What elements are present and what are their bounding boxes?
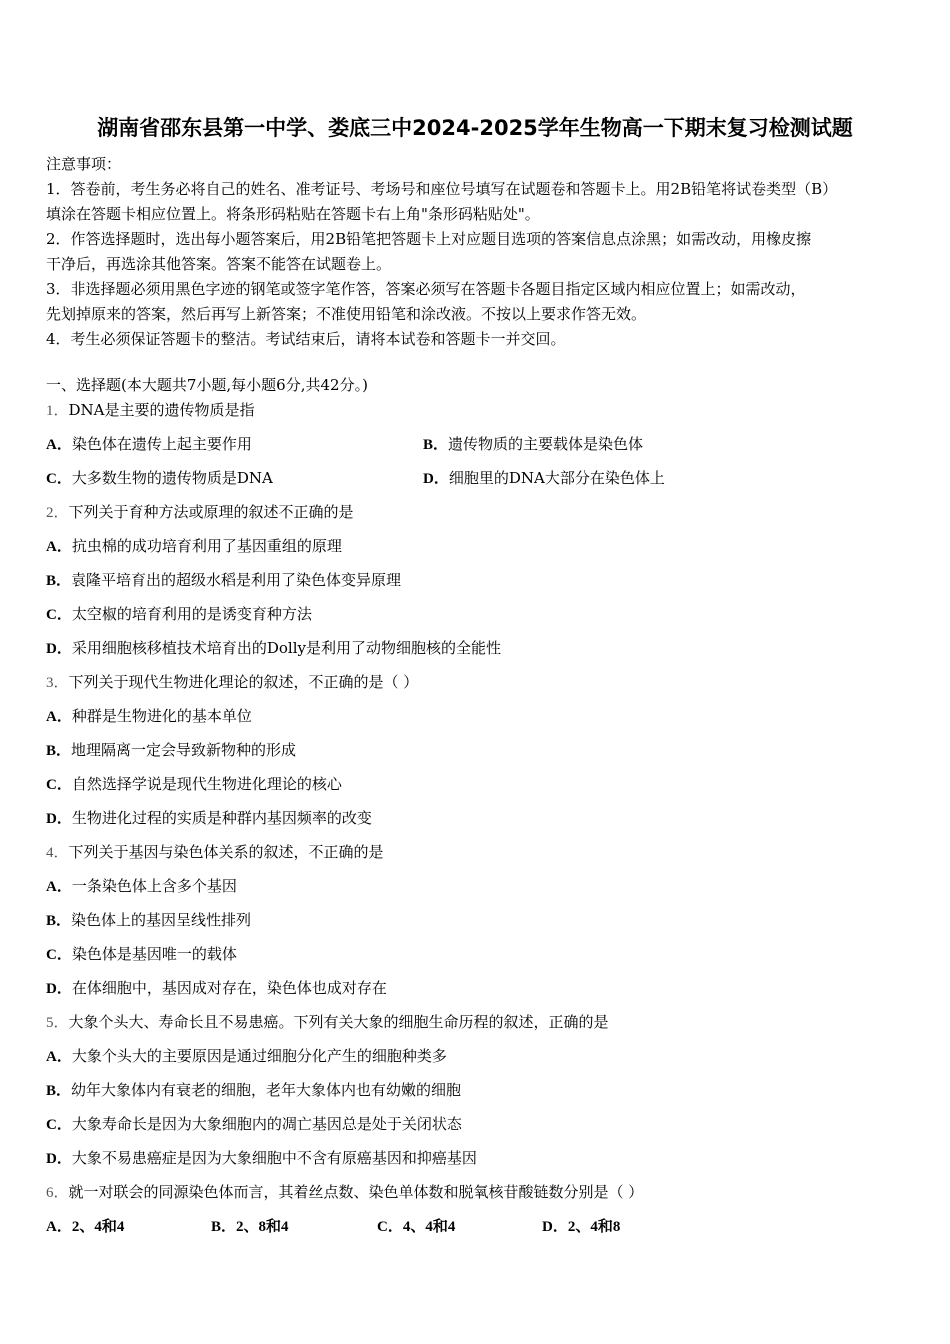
- option-text: 抗虫棉的成功培育利用了基因重组的原理: [71, 537, 342, 555]
- option-text: 大象个头大的主要原因是通过细胞分化产生的细胞种类多: [71, 1047, 447, 1065]
- question-stem: DNA是主要的遗传物质是指: [68, 401, 255, 419]
- option-a[interactable]: [46, 1216, 124, 1237]
- option-text: 一条染色体上含多个基因: [71, 877, 237, 895]
- option-text: 染色体上的基因呈线性排列: [71, 911, 252, 929]
- option-text: 2、4和4: [71, 1219, 125, 1235]
- question-3: [46, 672, 418, 693]
- option-c[interactable]: [46, 944, 237, 965]
- notes-line: 3．非选择题必须用黑色字迹的钢笔或签字笔作答，答案必须写在答题卡各题目指定区域内相应位置上；如需改动，: [46, 280, 806, 298]
- notes-line: 填涂在答题卡相应位置上。将条形码粘贴在答题卡右上角"条形码粘贴处"。: [46, 205, 540, 223]
- option-d[interactable]: [542, 1216, 620, 1237]
- question-stem: 大象个头大、寿命长且不易患癌。下列有关大象的细胞生命历程的叙述，正确的是: [68, 1013, 609, 1031]
- notes-line: 先划掉原来的答案，然后再写上新答案；不准使用铅笔和涂改液。不按以上要求作答无效。: [46, 305, 647, 323]
- question-stem: 下列关于基因与染色体关系的叙述，不正确的是: [68, 843, 384, 861]
- option-letter: B．: [46, 913, 72, 929]
- option-a[interactable]: [46, 706, 252, 727]
- option-a[interactable]: [46, 876, 237, 897]
- option-a[interactable]: [46, 435, 252, 453]
- question-stem: 就一对联会的同源染色体而言，其着丝点数、染色单体数和脱氧核苷酸链数分别是（ ）: [68, 1183, 644, 1201]
- question-number: 6．: [46, 1185, 69, 1201]
- notes-heading: 注意事项：: [46, 155, 122, 173]
- option-b[interactable]: [46, 1080, 461, 1101]
- option-a[interactable]: [46, 536, 342, 557]
- option-text: 采用细胞核移植技术培育出的Dolly是利用了动物细胞核的全能性: [71, 639, 501, 657]
- page-title: 湖南省邵东县第一中学、娄底三中2024-2025学年生物高一下期末复习检测试题: [97, 116, 853, 140]
- option-letter: D．: [423, 471, 449, 487]
- question-number: 3．: [46, 675, 69, 691]
- option-b[interactable]: [46, 910, 251, 931]
- option-letter: C．: [377, 1219, 403, 1235]
- option-text: 大多数生物的遗传物质是DNA: [71, 469, 273, 487]
- option-c[interactable]: [377, 1216, 455, 1237]
- options-row: [46, 434, 906, 455]
- option-letter: B．: [46, 1083, 72, 1099]
- option-d[interactable]: [423, 468, 665, 489]
- option-text: 太空椒的培育利用的是诱变育种方法: [71, 605, 312, 623]
- option-b[interactable]: [46, 570, 401, 591]
- option-text: 2、4和8: [567, 1219, 621, 1235]
- option-text: 染色体是基因唯一的载体: [71, 945, 237, 963]
- option-letter: B．: [211, 1219, 237, 1235]
- question-number: 2．: [46, 505, 69, 521]
- option-text: 袁隆平培育出的超级水稻是利用了染色体变异原理: [71, 571, 402, 589]
- option-letter: C．: [46, 607, 72, 623]
- option-text: 4、4和4: [402, 1219, 456, 1235]
- option-text: 细胞里的DNA大部分在染色体上: [448, 469, 665, 487]
- option-d[interactable]: [46, 808, 372, 829]
- option-text: 大象不易患癌症是因为大象细胞中不含有原癌基因和抑癌基因: [71, 1149, 477, 1167]
- question-stem: 下列关于育种方法或原理的叙述不正确的是: [68, 503, 354, 521]
- question-4: [46, 842, 384, 863]
- notes-line: 2．作答选择题时，选出每小题答案后，用2B铅笔把答题卡上对应题目选项的答案信息点涂黑；如需改动，用橡皮擦: [46, 230, 812, 248]
- option-b[interactable]: [46, 740, 296, 761]
- question-2: [46, 502, 354, 523]
- option-letter: A．: [46, 709, 72, 725]
- option-text: 2、8和4: [236, 1219, 289, 1235]
- question-1: [46, 400, 255, 421]
- option-b[interactable]: [211, 1216, 289, 1237]
- option-text: 生物进化过程的实质是种群内基因频率的改变: [71, 809, 372, 827]
- option-letter: A．: [46, 1049, 72, 1065]
- question-6: [46, 1182, 643, 1203]
- option-letter: D．: [46, 641, 72, 657]
- option-b[interactable]: [423, 434, 643, 455]
- option-letter: A．: [46, 879, 72, 895]
- option-d[interactable]: [46, 1148, 477, 1169]
- options-row: [46, 468, 906, 489]
- option-letter: A．: [46, 1219, 72, 1235]
- option-c[interactable]: [46, 774, 342, 795]
- question-5: [46, 1012, 609, 1033]
- option-letter: D．: [46, 811, 72, 827]
- option-text: 地理隔离一定会导致新物种的形成: [71, 741, 297, 759]
- question-number: 5．: [46, 1015, 69, 1031]
- option-text: 种群是生物进化的基本单位: [71, 707, 252, 725]
- option-letter: B．: [423, 437, 449, 453]
- option-text: 自然选择学说是现代生物进化理论的核心: [71, 775, 342, 793]
- notes-block: [46, 152, 906, 352]
- option-text: 在体细胞中，基因成对存在，染色体也成对存在: [71, 979, 387, 997]
- option-letter: D．: [46, 981, 72, 997]
- option-letter: C．: [46, 947, 72, 963]
- notes-line: 干净后，再选涂其他答案。答案不能答在试题卷上。: [46, 255, 392, 273]
- option-a[interactable]: [46, 1046, 447, 1067]
- question-stem: 下列关于现代生物进化理论的叙述，不正确的是（ ）: [68, 673, 419, 691]
- option-letter: B．: [46, 573, 72, 589]
- option-letter: C．: [46, 777, 72, 793]
- option-letter: A．: [46, 539, 72, 555]
- option-letter: B．: [46, 743, 72, 759]
- question-number: 4．: [46, 845, 69, 861]
- option-d[interactable]: [46, 638, 501, 659]
- option-letter: C．: [46, 1117, 72, 1133]
- option-d[interactable]: [46, 978, 387, 999]
- option-letter: D．: [542, 1219, 568, 1235]
- section-heading: 一、选择题(本大题共7小题,每小题6分,共42分。): [46, 376, 368, 394]
- option-letter: D．: [46, 1151, 72, 1167]
- option-text: 染色体在遗传上起主要作用: [71, 435, 252, 453]
- option-text: 幼年大象体内有衰老的细胞，老年大象体内也有幼嫩的细胞: [71, 1081, 462, 1099]
- option-c[interactable]: [46, 604, 312, 625]
- option-c[interactable]: [46, 1114, 462, 1135]
- option-letter: A．: [46, 437, 72, 453]
- option-c[interactable]: [46, 469, 273, 487]
- option-text: 大象寿命长是因为大象细胞内的凋亡基因总是处于关闭状态: [71, 1115, 462, 1133]
- notes-line: 4．考生必须保证答题卡的整洁。考试结束后，请将本试卷和答题卡一并交回。: [46, 330, 566, 348]
- option-text: 遗传物质的主要载体是染色体: [448, 435, 644, 453]
- option-letter: C．: [46, 471, 72, 487]
- question-number: 1．: [46, 403, 69, 419]
- notes-line: 1．答卷前，考生务必将自己的姓名、准考证号、考场号和座位号填写在试题卷和答题卡上。用2B铅笔将试卷类型（B）: [46, 180, 838, 198]
